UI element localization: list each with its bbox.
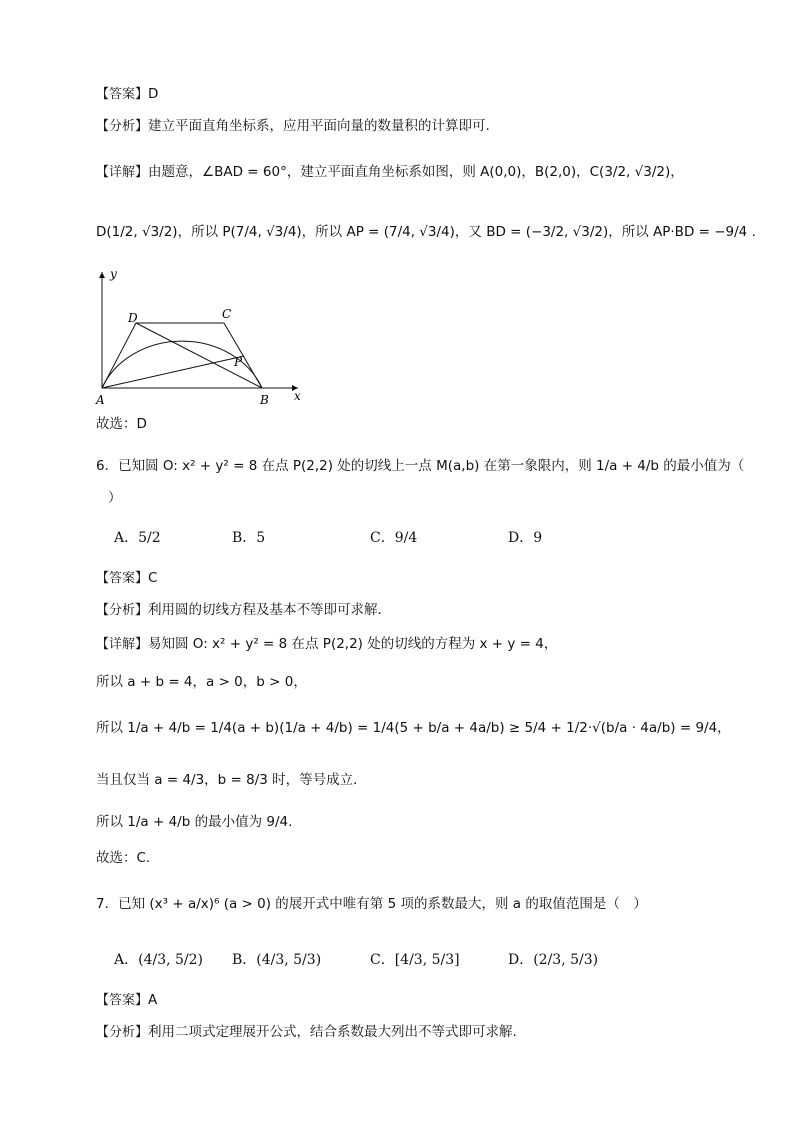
q6-stem: 6．已知圆 O: x² + y² = 8 在点 P(2,2) 处的切线上一点 M(a,b) 在第一象限内，则 1/a + 4/b 的最小值为（: [96, 458, 745, 474]
q6-stem-line-2: [108, 488, 122, 508]
q5-detail-line-2: [96, 222, 756, 242]
q5-choose: [96, 414, 147, 434]
label-a: A: [96, 393, 105, 406]
label-c: C: [222, 307, 232, 321]
choose-text: 故选：D: [96, 416, 147, 432]
q5-analysis-line: [96, 116, 490, 137]
label-b: B: [260, 393, 269, 406]
label-d: D: [128, 311, 138, 325]
answer-value: A: [148, 992, 158, 1008]
analysis-text: 利用圆的切线方程及基本不等即可求解．: [148, 602, 392, 618]
detail-text: 由题意，∠BAD = 60°，建立平面直角坐标系如图，则 A(0,0)，B(2,0)，C(3/2, √3/2)，: [148, 164, 684, 180]
detail-tag: 【详解】: [96, 165, 149, 180]
q6-line-3: [96, 718, 731, 738]
detail-text: 所以 a + b = 4，a > 0，b > 0，: [96, 674, 307, 690]
q6-line-2: [96, 672, 307, 692]
answer-value: D: [148, 86, 159, 102]
detail-text: 所以 1/a + 4/b 的最小值为 9/4.: [96, 814, 293, 830]
q5-answer-line: [96, 84, 158, 105]
analysis-tag: 【分析】: [96, 603, 149, 618]
q6-option-b: B．5: [232, 530, 266, 546]
q6-option-d: D．9: [508, 530, 543, 546]
answer-tag: 【答案】: [96, 87, 149, 102]
q6-line-4: [96, 770, 367, 790]
q6-option-a: A．5/2: [114, 530, 161, 546]
q6-answer-line: [96, 568, 157, 589]
q7-answer-line: [96, 990, 157, 1011]
analysis-tag: 【分析】: [96, 1025, 149, 1040]
q5-detail-line-1: [96, 162, 684, 183]
detail-text: 易知圆 O: x² + y² = 8 在点 P(2,2) 处的切线的方程为 x + y = 4，: [148, 636, 558, 652]
q7-option-a: A．(4/3, 5/2): [114, 952, 203, 968]
q6-stem-line-1: [96, 456, 744, 476]
q7-option-b: B．(4/3, 5/3): [232, 952, 322, 968]
q6-analysis-line: [96, 600, 391, 621]
q6-option-c: C．9/4: [370, 530, 418, 546]
answer-value: C: [148, 570, 158, 586]
q6-stem-end: ）: [108, 490, 122, 506]
q6-detail-line-1: [96, 634, 557, 655]
q6-line-5: [96, 812, 292, 832]
q7-option-d: D．(2/3, 5/3): [508, 952, 599, 968]
detail-text: D(1/2, √3/2)，所以 P(7/4, √3/4)，所以 AP = (7/4, √3/4)，又 BD = (−3/2, √3/2)，所以 AP·BD = −9/4 .: [96, 224, 756, 240]
q7-stem: [96, 894, 647, 914]
detail-tag: 【详解】: [96, 637, 149, 652]
q6-choose: [96, 848, 150, 868]
analysis-text: 利用二项式定理展开公式，结合系数最大列出不等式即可求解.: [148, 1024, 517, 1040]
choose-text: 故选：C.: [96, 850, 151, 866]
label-p: P: [234, 355, 243, 369]
label-y: y: [110, 267, 117, 281]
answer-tag: 【答案】: [96, 571, 149, 586]
q7-stem-text: 7．已知 (x³ + a/x)⁶ (a > 0) 的展开式中唯有第 5 项的系数最大，则 a 的取值范围是（ ）: [96, 896, 647, 912]
analysis-text: 建立平面直角坐标系，应用平面向量的数量积的计算即可.: [148, 118, 490, 134]
answer-tag: 【答案】: [96, 993, 149, 1008]
q7-analysis-line: [96, 1022, 517, 1043]
label-x: x: [294, 389, 301, 403]
analysis-tag: 【分析】: [96, 119, 149, 134]
detail-text: 所以 1/a + 4/b = 1/4(a + b)(1/a + 4/b) = 1/4(5 + b/a + 4a/b) ≥ 5/4 + 1/2·√(b/a · 4a/b) = 9/4，: [96, 720, 731, 736]
coordinate-figure: [90, 266, 310, 406]
q7-option-c: C．[4/3, 5/3]: [370, 952, 460, 968]
detail-text: 当且仅当 a = 4/3，b = 8/3 时，等号成立．: [96, 772, 367, 788]
